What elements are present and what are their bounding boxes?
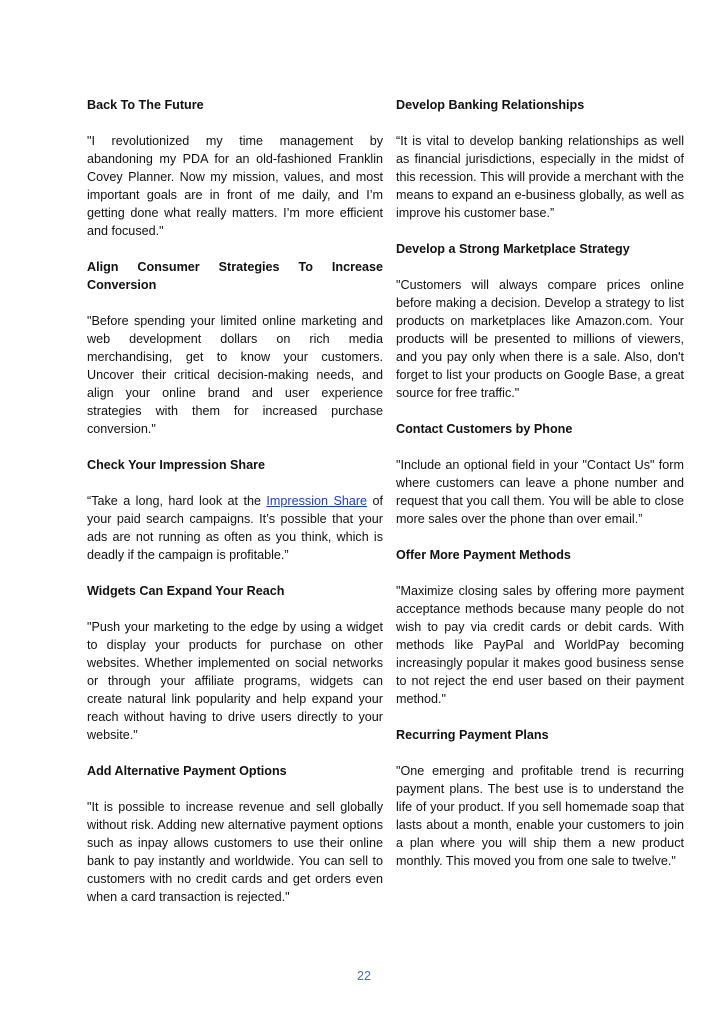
section-heading-align-consumer-strategies: Align Consumer Strategies To Increase Conversion (87, 260, 383, 292)
section-body-check-impression-share (87, 492, 383, 564)
section-heading-recurring-payment-plans: Recurring Payment Plans (396, 728, 549, 742)
section-heading-contact-by-phone: Contact Customers by Phone (396, 422, 573, 436)
section-body-more-payment-methods: "Maximize closing sales by offering more payment acceptance methods because many people do not wish to pay via credit cards or debit cards. With methods like PayPal and WorldPay becoming increasingly popular it makes good business sense to not reject the end user based on their payment method." (396, 584, 684, 706)
page-number: 22 (356, 969, 371, 983)
impression-share-link[interactable]: Impression Share (266, 494, 368, 508)
section-heading-marketplace-strategy: Develop a Strong Marketplace Strategy (396, 242, 630, 256)
right-column (396, 96, 684, 888)
section-body-contact-by-phone: "Include an optional field in your "Contact Us" form where customers can leave a phone number and request that you call them. You will be able to close more sales over the phone than over email.” (396, 458, 684, 526)
section-heading-check-impression-share: Check Your Impression Share (87, 458, 266, 472)
body-text-before-link: “Take a long, hard look at the (87, 494, 267, 508)
section-body-alternative-payment-options: "It is possible to increase revenue and sell globally without risk. Adding new alternative payment options such as inpay allows customers to use their online bank to pay instantly and worldwide. You can sell to customers with no credit cards and get orders even when a card transaction is rejected." (87, 800, 383, 904)
section-heading-banking-relationships: Develop Banking Relationships (396, 98, 585, 112)
section-body-banking-relationships: “It is vital to develop banking relationships as well as financial jurisdictions, especially in the midst of this recession. This will provide a merchant with the means to expand an e-business globally, as well as improve his customer base.” (396, 134, 684, 220)
section-heading-widgets-expand-reach: Widgets Can Expand Your Reach (87, 584, 285, 598)
section-body-widgets-expand-reach: "Push your marketing to the edge by using a widget to display your products for purchase on other websites. Whether implemented on social networks or through your affiliate programs, widgets can create natural link popularity and help expand your reach without having to drive users directly to your website." (87, 620, 383, 742)
left-column (87, 96, 383, 924)
section-heading-back-to-the-future: Back To The Future (87, 98, 204, 112)
section-body-back-to-the-future: "I revolutionized my time management by abandoning my PDA for an old-fashioned Franklin Covey Planner. Now my mission, values, and most important goals are in front of me daily, and I’m getting done what really matters. I’m more efficient and focused." (87, 134, 383, 238)
section-body-recurring-payment-plans: "One emerging and profitable trend is recurring payment plans. The best use is to understand the life of your product. If you sell homemade soap that lasts about a month, enable your customers to join a plan where you will ship them a new product monthly. This moved you from one sale to twelve." (396, 764, 684, 868)
section-heading-alternative-payment-options: Add Alternative Payment Options (87, 764, 287, 778)
body-text-after-link: of your paid search campaigns. It’s possible that your ads are not running as often as you think, which is deadly if the campaign is profitable.” (87, 494, 383, 562)
section-body-marketplace-strategy: "Customers will always compare prices online before making a decision. Develop a strategy to list products on marketplaces like Amazon.com. Your products will be presented to millions of viewers, and you pay only when there is a sale. Also, don't forget to list your products on Google Base, a great source for free traffic." (396, 278, 684, 400)
section-heading-more-payment-methods: Offer More Payment Methods (396, 548, 571, 562)
section-body-align-consumer-strategies: "Before spending your limited online marketing and web development dollars on rich media merchandising, get to know your customers. Uncover their critical decision-making needs, and align your online brand and user experience strategies with them for increased purchase conversion." (87, 314, 383, 436)
